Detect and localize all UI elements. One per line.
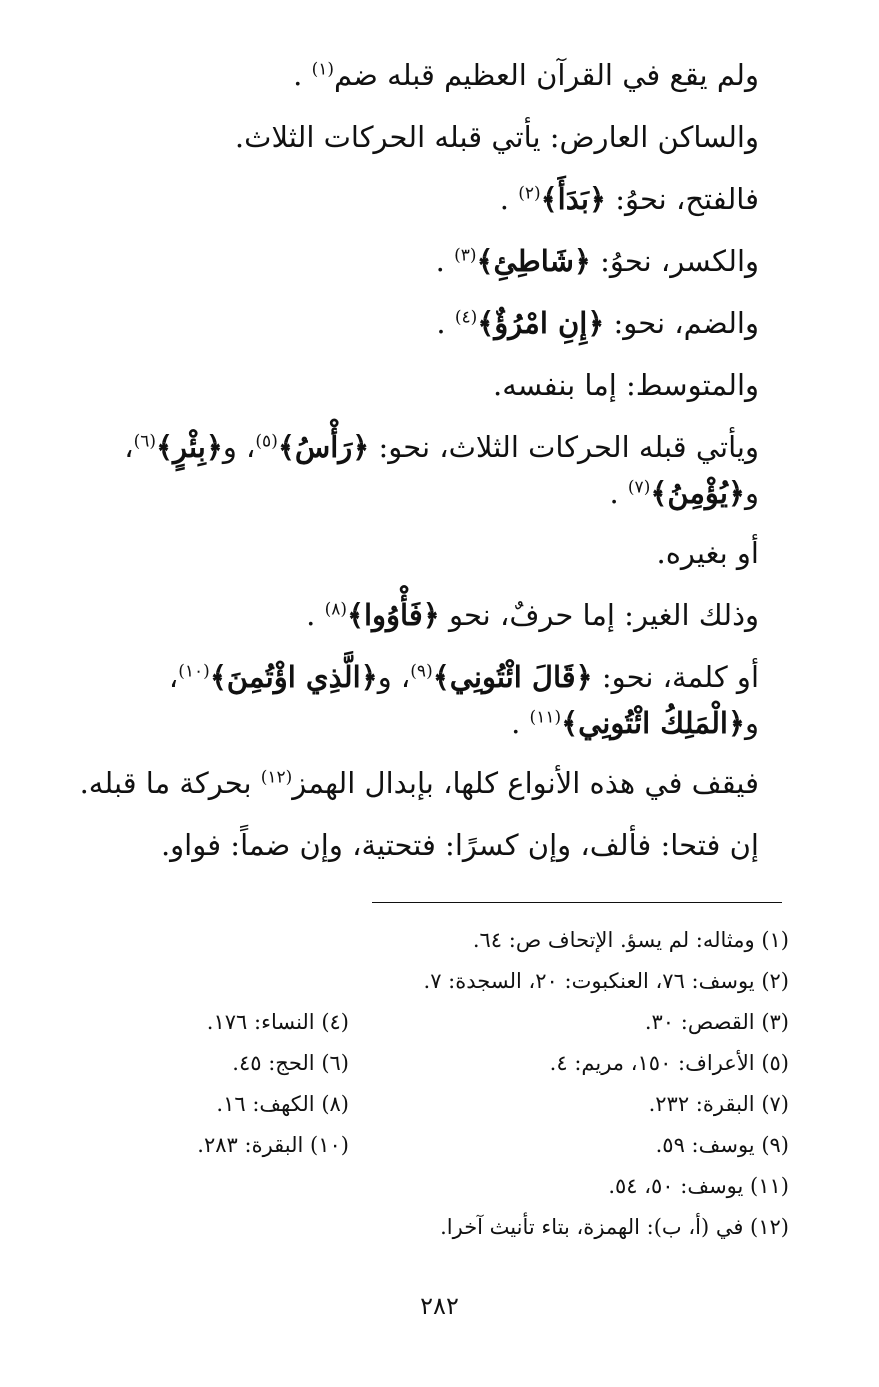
footnote-ref: (١٠) xyxy=(178,661,210,682)
footnote-row xyxy=(80,1207,789,1248)
paragraph-4 xyxy=(70,230,759,292)
main-text xyxy=(70,44,759,876)
footnote-1: (١) ومثاله: لم يسؤ. الإتحاف ص: ٦٤. xyxy=(472,928,789,952)
quran-word: ﴿إِنِ امْرُؤٌ﴾ xyxy=(477,306,605,340)
footnote-9: (٩) يوسف: ٥٩. xyxy=(655,1133,789,1157)
quran-word: ﴿فَأْوُوا﴾ xyxy=(347,598,440,632)
footnote-row xyxy=(80,961,789,1002)
paragraph-11 xyxy=(70,752,759,814)
text: . xyxy=(511,706,521,740)
text: والمتوسط: إما بنفسه. xyxy=(493,368,759,402)
footnote-8: (٨) الكهف: ١٦. xyxy=(216,1092,349,1116)
quran-word: ﴿الْمَلِكُ ائْتُونِي﴾ xyxy=(561,706,745,740)
footnote-ref: (١١) xyxy=(529,707,562,728)
footnote-3: (٣) القصص: ٣٠. xyxy=(644,1010,789,1034)
text: أو بغيره. xyxy=(656,536,759,570)
page-number: ٢٨٢ xyxy=(420,1292,459,1320)
footnote-ref: (٢) xyxy=(518,183,541,204)
paragraph-10 xyxy=(70,654,759,746)
footnote-row xyxy=(80,1125,789,1166)
footnote-ref: (٥) xyxy=(255,431,278,452)
footnote-6: (٦) الحج: ٤٥. xyxy=(232,1051,349,1075)
text: . xyxy=(609,476,619,510)
footnote-row xyxy=(80,1084,789,1125)
paragraph-8 xyxy=(70,522,759,584)
footnote-12: (١٢) في (أ، ب): الهمزة، بتاء تأنيث آخرا. xyxy=(440,1215,789,1239)
footnote-4: (٤) النساء: ١٧٦. xyxy=(206,1010,349,1034)
text: والساكن العارض: يأتي قبله الحركات الثلاث. xyxy=(234,120,759,154)
footnote-row xyxy=(80,1043,789,1084)
quran-word: ﴿رَأْسُ﴾ xyxy=(277,430,370,464)
footnote-ref: (٦) xyxy=(133,431,156,452)
quran-word: ﴿بِئْرٍ﴾ xyxy=(156,430,223,464)
footnote-separator xyxy=(372,902,782,903)
footnote-2: (٢) يوسف: ٧٦، العنكبوت: ٢٠، السجدة: ٧. xyxy=(423,969,789,993)
footnote-ref: (٩) xyxy=(410,661,433,682)
footnote-row xyxy=(80,1002,789,1043)
footnote-ref: (١٢) xyxy=(260,767,293,788)
footnote-row xyxy=(80,920,789,961)
text: والضم، نحو: xyxy=(613,306,759,340)
text: ، و xyxy=(377,660,411,694)
text: إن فتحا: فألف، وإن كسرًا: فتحتية، وإن ضماً: فواو. xyxy=(160,828,759,862)
quran-word: ﴿الَّذِي اؤْتُمِنَ﴾ xyxy=(209,660,378,694)
quran-word: ﴿يُؤْمِنُ﴾ xyxy=(650,476,745,510)
text: ويأتي قبله الحركات الثلاث، نحو: xyxy=(378,430,759,464)
text: ، و xyxy=(222,430,256,464)
text: فيقف في هذه الأنواع كلها، بإبدال الهمز xyxy=(292,766,759,800)
footnote-ref: (١) xyxy=(311,59,334,80)
quran-word: ﴿بَدَأَ﴾ xyxy=(540,182,606,216)
footnote-10: (١٠) البقرة: ٢٨٣. xyxy=(197,1133,349,1157)
text: ولم يقع في القرآن العظيم قبله ضم xyxy=(334,58,759,92)
paragraph-9 xyxy=(70,584,759,646)
text: . xyxy=(499,182,509,216)
footnote-row xyxy=(80,1166,789,1207)
text: بحركة ما قبله. xyxy=(79,766,252,800)
text: فالفتح، نحوُ: xyxy=(615,182,759,216)
footnote-11: (١١) يوسف: ٥٠، ٥٤. xyxy=(608,1174,789,1198)
footnote-5: (٥) الأعراف: ١٥٠، مريم: ٤. xyxy=(549,1051,789,1075)
paragraph-7 xyxy=(70,424,759,516)
footnote-7: (٧) البقرة: ٢٣٢. xyxy=(648,1092,789,1116)
text: . xyxy=(306,598,316,632)
text: وذلك الغير: إما حرفٌ، نحو xyxy=(448,598,759,632)
paragraph-3 xyxy=(70,168,759,230)
quran-word: ﴿قَالَ ائْتُونِي﴾ xyxy=(432,660,593,694)
paragraph-1 xyxy=(70,44,759,106)
footnote-ref: (٨) xyxy=(324,599,347,620)
quran-word: ﴿شَاطِئِ﴾ xyxy=(476,244,591,278)
text: . xyxy=(293,58,303,92)
text: أو كلمة، نحو: xyxy=(601,660,759,694)
paragraph-6 xyxy=(70,354,759,416)
paragraph-2 xyxy=(70,106,759,168)
footnote-ref: (٧) xyxy=(627,477,651,498)
text: ، و xyxy=(168,660,759,740)
text: . xyxy=(435,244,445,278)
text: . xyxy=(436,306,446,340)
footnote-ref: (٤) xyxy=(454,307,478,328)
text: والكسر، نحوُ: xyxy=(600,244,759,278)
footnote-ref: (٣) xyxy=(454,245,477,266)
footnotes xyxy=(80,920,789,1248)
text: ، و xyxy=(124,430,759,510)
paragraph-12 xyxy=(70,814,759,876)
paragraph-5 xyxy=(70,292,759,354)
